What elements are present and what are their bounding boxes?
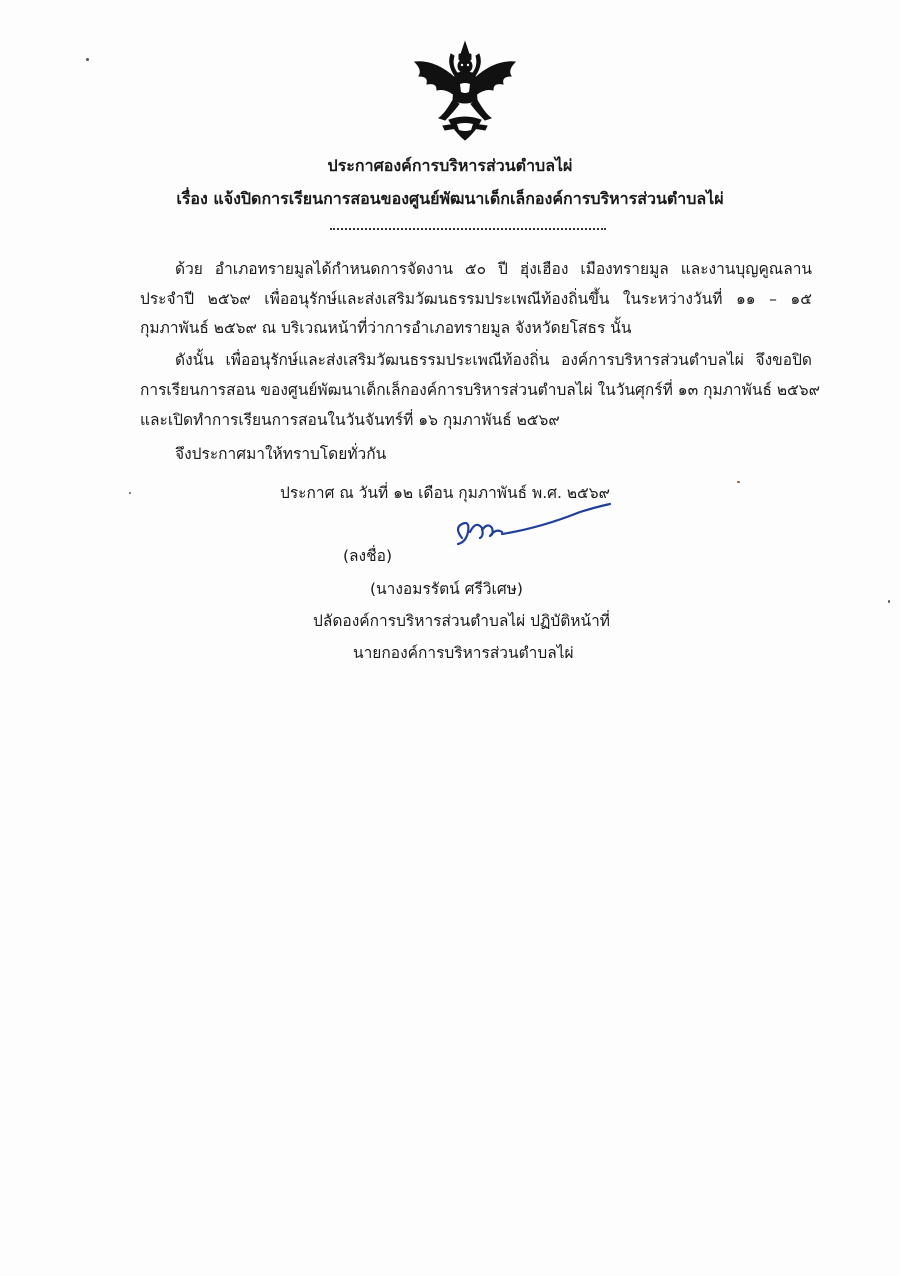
scan-speck [737, 481, 740, 483]
paragraph-2-line-3: และเปิดทำการเรียนการสอนในวันจันทร์ที่ ๑๖ กุมภาพันธ์ ๒๕๖๙ [140, 411, 560, 429]
document-title: ประกาศองค์การบริหารส่วนตำบลไผ่ [327, 156, 573, 175]
paragraph-1-line-1: ด้วย อำเภอทรายมูลได้กำหนดการจัดงาน ๕๐ ปี ฮุ่งเฮือง เมืองทรายมูล และงานบุญคูณลาน [175, 260, 812, 278]
signature-label: (ลงชื่อ) [343, 547, 392, 565]
scan-speck [86, 58, 89, 61]
announcement-date: ประกาศ ณ วันที่ ๑๒ เดือน กุมภาพันธ์ พ.ศ. ๒๕๖๙ [280, 484, 610, 502]
signer-position-line-1: ปลัดองค์การบริหารส่วนตำบลไผ่ ปฏิบัติหน้าที่ [313, 612, 611, 630]
signer-name: (นางอมรรัตน์ ศรีวิเศษ) [370, 580, 523, 598]
signer-position-line-2: นายกองค์การบริหารส่วนตำบลไผ่ [353, 644, 574, 662]
paragraph-1-line-3: กุมภาพันธ์ ๒๕๖๙ ณ บริเวณหน้าที่ว่าการอำเภอทรายมูล จังหวัดยโสธร นั้น [140, 319, 632, 337]
paragraph-2-line-1: ดังนั้น เพื่ออนุรักษ์และส่งเสริมวัฒนธรรมประเพณีท้องถิ่น องค์การบริหารส่วนตำบลไผ่ จึงขอปิด [175, 351, 812, 369]
document-subject: เรื่อง แจ้งปิดการเรียนการสอนของศูนย์พัฒนาเด็กเล็กองค์การบริหารส่วนตำบลไผ่ [176, 189, 724, 208]
paragraph-2-line-2: การเรียนการสอน ของศูนย์พัฒนาเด็กเล็กองค์การบริหารส่วนตำบลไผ่ ในวันศุกร์ที่ ๑๓ กุมภาพันธ์ ๒๕๖๙ [140, 381, 820, 399]
title-divider [330, 228, 606, 230]
paragraph-1-line-2: ประจำปี ๒๕๖๙ เพื่ออนุรักษ์และส่งเสริมวัฒนธรรมประเพณีท้องถิ่นขึ้น ในระหว่างวันที่ ๑๑ – ๑๕ [140, 290, 812, 308]
paragraph-3: จึงประกาศมาให้ทราบโดยทั่วกัน [175, 445, 387, 463]
garuda-emblem-icon [405, 40, 525, 145]
handwritten-signature [450, 498, 630, 558]
scan-speck [888, 600, 890, 603]
scan-speck [129, 492, 131, 494]
